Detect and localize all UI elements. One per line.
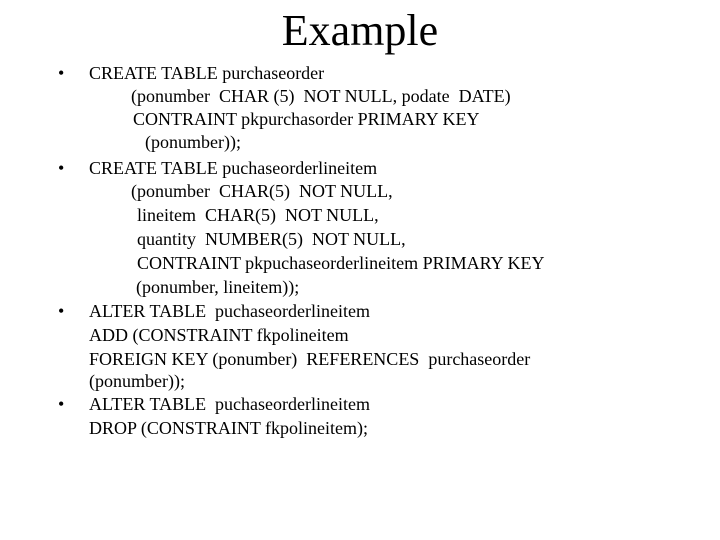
item-1-line-1: CREATE TABLE purchaseorder [89, 63, 325, 83]
item-4-line-2: DROP (CONSTRAINT fkpolineitem); [89, 418, 368, 438]
item-3-line-1: ALTER TABLE puchaseorderlineitem [89, 301, 370, 321]
item-3-line-4: (ponumber)); [89, 371, 185, 391]
item-1-line-4: (ponumber)); [145, 132, 241, 152]
bullet-2: • [58, 158, 65, 178]
item-2-line-3: lineitem CHAR(5) NOT NULL, [137, 205, 379, 225]
bullet-3: • [58, 301, 65, 321]
item-4-line-1: ALTER TABLE puchaseorderlineitem [89, 394, 370, 414]
item-2-line-5: CONTRAINT pkpuchaseorderlineitem PRIMARY KEY [137, 253, 545, 273]
item-1-line-2: (ponumber CHAR (5) NOT NULL, podate DATE) [131, 86, 511, 106]
item-2-line-1: CREATE TABLE puchaseorderlineitem [89, 158, 378, 178]
item-2-line-6: (ponumber, lineitem)); [136, 277, 300, 297]
item-3-line-3: FOREIGN KEY (ponumber) REFERENCES purchaseorder [89, 349, 531, 369]
item-2-line-4: quantity NUMBER(5) NOT NULL, [137, 229, 406, 249]
item-1-line-3: CONTRAINT pkpurchasorder PRIMARY KEY [133, 109, 480, 129]
slide-title: Example [281, 6, 439, 55]
bullet-4: • [58, 394, 65, 414]
bullet-1: • [58, 63, 65, 83]
item-2-line-2: (ponumber CHAR(5) NOT NULL, [131, 181, 393, 201]
item-3-line-2: ADD (CONSTRAINT fkpolineitem [89, 325, 349, 345]
